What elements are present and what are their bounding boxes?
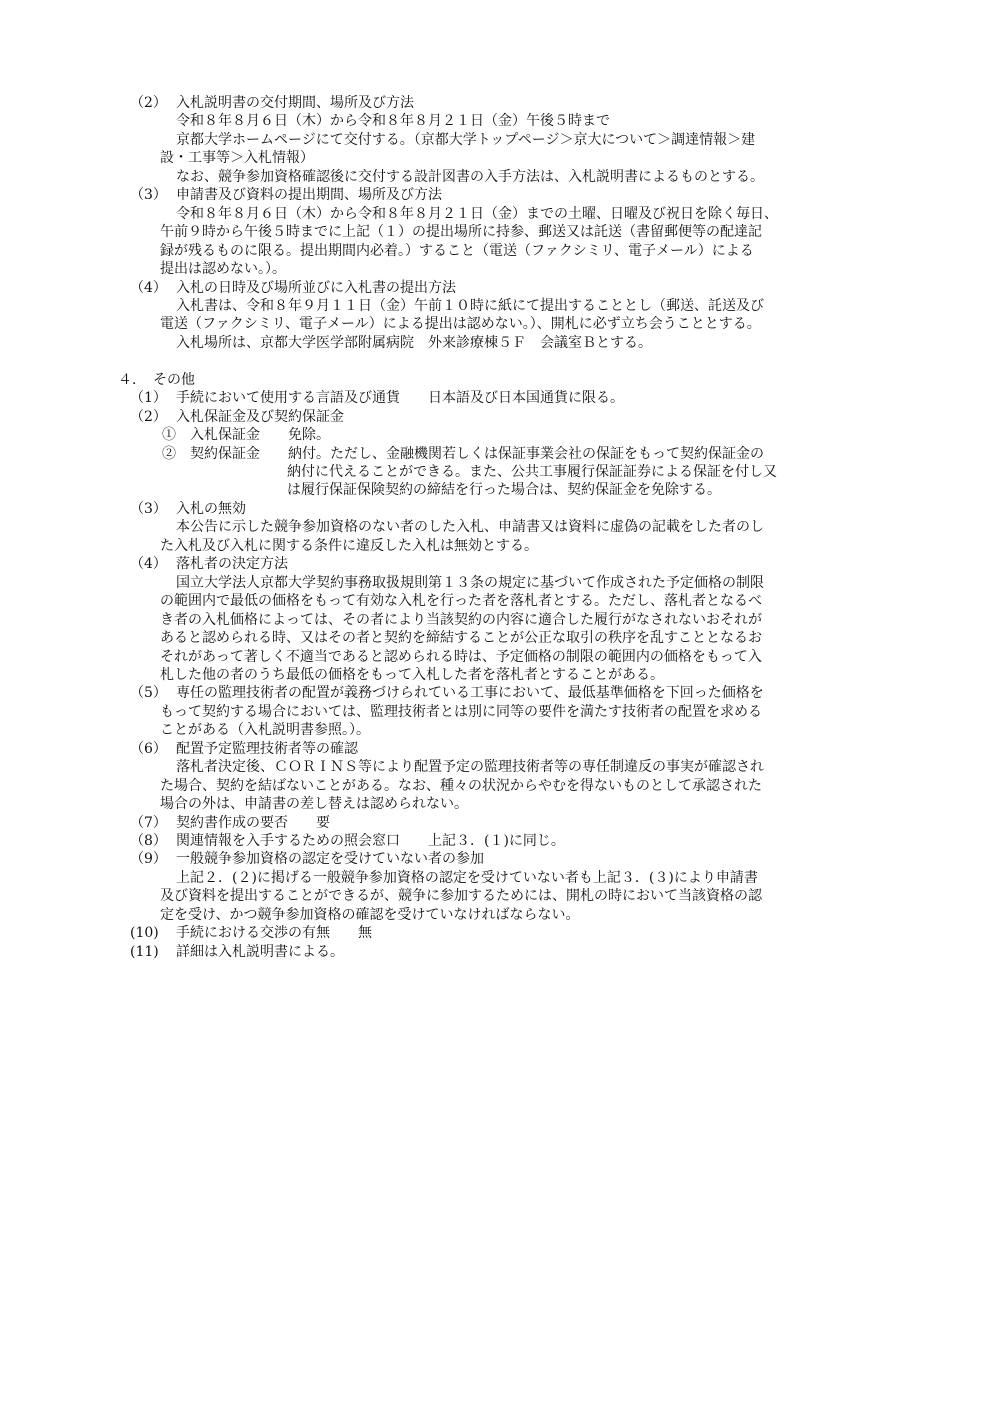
- item-heading: [130, 408, 344, 426]
- body-text-line: 録が残るものに限る。提出期間内必着。）すること（電送（ファクシミリ、電子メール）による: [160, 242, 754, 259]
- item-heading: [130, 740, 358, 758]
- body-text-line: 入札場所は、京都大学医学部附属病院 外来診療棟５Ｆ 会議室Ｂとする。: [176, 334, 652, 351]
- item-number: （3）: [130, 187, 167, 204]
- item-number: （5）: [130, 685, 167, 702]
- body-text-line: ① 入札保証金 免除。: [162, 427, 330, 444]
- item-title: 落札者の決定方法: [176, 556, 288, 573]
- item-number: （8）: [130, 833, 167, 849]
- item-heading: [130, 814, 330, 832]
- item-number: （3）: [130, 500, 167, 517]
- body-text-line: なお、競争参加資格確認後に交付する設計図書の入手方法は、入札説明書によるものとする。: [176, 168, 764, 185]
- item-number: (11): [130, 943, 159, 960]
- item-title: 専任の監理技術者の配置が義務づけられている工事において、最低基準価格を下回った価格を: [176, 685, 764, 702]
- body-text-line: 及び資料を提出することができるが、競争に参加するためには、開札の時において当該資格の認: [160, 888, 762, 905]
- body-text-line: 令和８年８月６日（木）から令和８年８月２１日（金）までの土曜、日曜及び祝日を除く毎日、: [176, 205, 778, 222]
- item-title: 手続において使用する言語及び通貨 日本語及び日本国通貨に限る。: [176, 390, 624, 407]
- item-title: 手続における交渉の有無 無: [176, 925, 372, 942]
- item-heading: [130, 924, 372, 942]
- item-number: （6）: [130, 740, 167, 757]
- item-title: 入札の無効: [176, 500, 246, 517]
- item-number: （2）: [130, 95, 167, 111]
- body-text-line: もって契約する場合においては、監理技術者とは別に同等の要件を満たす技術者の配置を求める: [160, 703, 762, 720]
- item-title: 一般競争参加資格の認定を受けていない者の参加: [176, 851, 484, 868]
- item-number: (10): [130, 925, 159, 942]
- body-text-line: それがあって著しく不適当であると認められる時は、予定価格の制限の範囲内の価格をもって入: [160, 648, 762, 665]
- item-number: （9）: [130, 851, 167, 868]
- body-text-line: 納付に代えることができる。また、公共工事履行保証証券による保証を付し又: [287, 464, 777, 480]
- body-text-line: 札した他の者のうち最低の価格をもって入札した者を落札者とすることがある。: [160, 666, 664, 683]
- item-title: 入札説明書の交付期間、場所及び方法: [176, 95, 414, 111]
- body-text-line: の範囲内で最低の価格をもって有効な入札を行った者を落札者とする。ただし、落札者となるべ: [160, 593, 762, 610]
- section-heading: ４． その他: [118, 371, 195, 388]
- item-heading: [130, 186, 442, 204]
- item-title: 入札の日時及び場所並びに入札書の提出方法: [176, 279, 456, 296]
- body-text-line: 電送（ファクシミリ、電子メール）による提出は認めない。）、開札に必ず立ち会うこととする。: [160, 316, 761, 333]
- item-heading: [130, 500, 246, 518]
- body-text-line: ことがある（入札説明書参照。）。: [160, 722, 370, 739]
- body-text-line: 京都大学ホームページにて交付する。（京都大学トップページ＞京大について＞調達情報＞建: [176, 131, 756, 148]
- body-text-line: き者の入札価格によっては、その者により当該契約の内容に適合した履行がなされないおそれが: [160, 611, 762, 628]
- item-heading: [130, 279, 456, 297]
- body-text-line: は履行保証保険契約の締結を行った場合は、契約保証金を免除する。: [287, 482, 721, 499]
- body-text-line: 入札書は、令和８年９月１１日（金）午前１０時に紙にて提出することとし（郵送、託送及び: [176, 297, 764, 314]
- body-text-line: た入札及び入札に関する条件に違反した入札は無効とする。: [160, 537, 538, 554]
- body-text-line: 定を受け、かつ競争参加資格の確認を受けていなければならない。: [160, 906, 580, 923]
- item-number: （1）: [130, 390, 167, 407]
- item-heading: [130, 684, 764, 702]
- body-text-line: 設・工事等＞入札情報）: [160, 150, 314, 167]
- body-text-line: 国立大学法人京都大学契約事務取扱規則第１３条の規定に基づいて作成された予定価格の制限: [176, 574, 764, 591]
- item-title: 申請書及び資料の提出期間、場所及び方法: [176, 187, 442, 204]
- body-text-line: 上記２．(２)に掲げる一般競争参加資格の認定を受けていない者も上記３．(３)により申請書: [176, 869, 758, 886]
- body-text-line: た場合、契約を結ばないことがある。なお、種々の状況からやむを得ないものとして承認された: [160, 777, 762, 794]
- body-text-line: ② 契約保証金 納付。ただし、金融機関若しくは保証事業会社の保証をもって契約保証金の: [162, 445, 764, 462]
- body-text-line: 場合の外は、申請書の差し替えは認められない。: [160, 796, 468, 813]
- item-heading: [130, 832, 565, 850]
- item-number: （4）: [130, 556, 167, 573]
- item-title: 関連情報を入手するための照会窓口 上記３．(１)に同じ。: [176, 833, 565, 849]
- item-number: （7）: [130, 814, 167, 831]
- body-text-line: 令和８年８月６日（木）から令和８年８月２１日（金）午後５時まで: [176, 113, 610, 130]
- item-title: 契約書作成の要否 要: [176, 814, 330, 831]
- body-text-line: 午前９時から午後５時までに上記（１）の提出場所に持参、郵送又は託送（書留郵便等の配達記: [160, 224, 762, 241]
- item-heading: [130, 389, 624, 407]
- item-heading: [130, 943, 344, 961]
- item-heading: [130, 850, 484, 868]
- item-title: 入札保証金及び契約保証金: [176, 408, 344, 425]
- body-text-line: 本公告に示した競争参加資格のない者のした入札、申請書又は資料に虚偽の記載をした者のし: [176, 519, 764, 536]
- item-title: 配置予定監理技術者等の確認: [176, 740, 358, 757]
- item-heading: [130, 555, 288, 573]
- item-heading: [130, 94, 414, 112]
- item-number: （2）: [130, 408, 167, 425]
- body-text-line: 落札者決定後、ＣＯＲＩＮＳ等により配置予定の監理技術者等の専任制違反の事実が確認され: [176, 759, 764, 776]
- body-text-line: あると認められる時、又はその者と契約を締結することが公正な取引の秩序を乱すこととなるお: [160, 630, 762, 647]
- body-text-line: 提出は認めない。）。: [160, 261, 286, 278]
- item-number: （4）: [130, 279, 167, 296]
- item-title: 詳細は入札説明書による。: [176, 943, 344, 960]
